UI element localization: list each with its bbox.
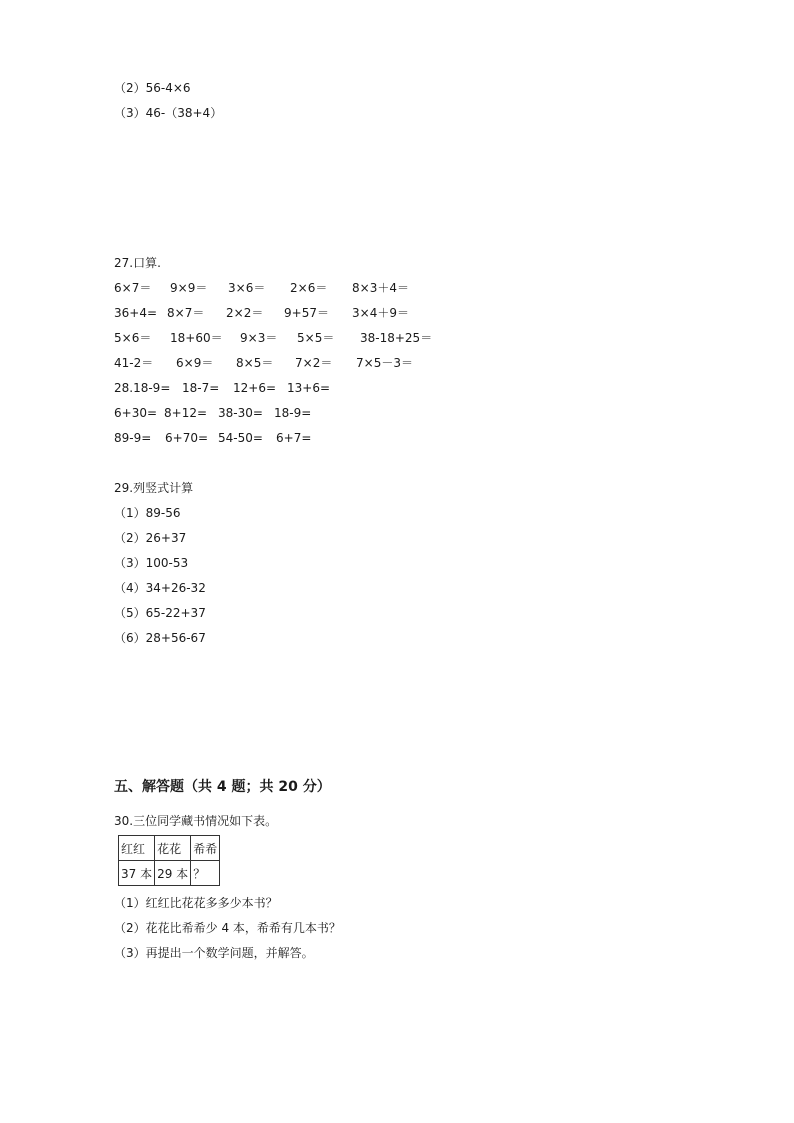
table-cell: 37 本 bbox=[119, 861, 155, 886]
q27-title: 27.口算. bbox=[114, 256, 161, 270]
q27-cell: 54-50= bbox=[218, 431, 263, 445]
q27-cell: 18-9= bbox=[274, 406, 312, 420]
q27-cell: 38-18+25＝ bbox=[360, 331, 433, 345]
q30-item: （3）再提出一个数学问题，并解答。 bbox=[114, 946, 314, 960]
q27-cell: 9×3＝ bbox=[240, 331, 278, 345]
q27-cell: 41-2＝ bbox=[114, 356, 154, 370]
q27-cell: 38-30= bbox=[218, 406, 263, 420]
q29-item: （1）89-56 bbox=[114, 506, 181, 520]
q30-item: （1）红红比花花多多少本书？ bbox=[114, 896, 278, 910]
q26-item-2: （2）56-4×6 bbox=[114, 81, 191, 95]
q29-item: （4）34+26-32 bbox=[114, 581, 206, 595]
q29-item: （2）26+37 bbox=[114, 531, 187, 545]
q27-cell: 8+12= bbox=[164, 406, 208, 420]
q27-cell: 6×9＝ bbox=[176, 356, 214, 370]
table-row bbox=[119, 861, 220, 886]
q27-cell: 13+6= bbox=[287, 381, 331, 395]
q27-cell: 18-7= bbox=[182, 381, 220, 395]
q27-cell: 8×5＝ bbox=[236, 356, 274, 370]
table-cell: 29 本 bbox=[155, 861, 191, 886]
q29-item: （3）100-53 bbox=[114, 556, 189, 570]
q27-cell: 12+6= bbox=[233, 381, 277, 395]
table-header-cell: 希希 bbox=[191, 836, 220, 861]
q27-cell: 7×2＝ bbox=[295, 356, 333, 370]
q29-title: 29.列竖式计算 bbox=[114, 481, 194, 495]
q30-item: （2）花花比希希少 4 本，希希有几本书？ bbox=[114, 921, 341, 935]
table-cell: ？ bbox=[191, 861, 220, 886]
q27-cell: 6+30= bbox=[114, 406, 158, 420]
q27-cell: 36+4= bbox=[114, 306, 158, 320]
q30-title: 30.三位同学藏书情况如下表。 bbox=[114, 814, 278, 828]
q27-cell: 18+60＝ bbox=[170, 331, 223, 345]
q27-cell: 28.18-9= bbox=[114, 381, 171, 395]
book-table bbox=[118, 835, 220, 886]
table-header-cell: 红红 bbox=[119, 836, 155, 861]
q26-item-3: （3）46-（38+4） bbox=[114, 106, 223, 120]
q27-cell: 89-9= bbox=[114, 431, 152, 445]
q27-cell: 2×6＝ bbox=[290, 281, 328, 295]
q27-cell: 2×2＝ bbox=[226, 306, 264, 320]
q27-cell: 6+70= bbox=[165, 431, 209, 445]
section-title: 五、解答题（共 4 题；共 20 分） bbox=[114, 779, 331, 795]
q27-cell: 6×7＝ bbox=[114, 281, 152, 295]
q27-cell: 5×5＝ bbox=[297, 331, 335, 345]
q27-cell: 3×4＋9＝ bbox=[352, 306, 409, 320]
q27-cell: 8×7＝ bbox=[167, 306, 205, 320]
q27-cell: 5×6＝ bbox=[114, 331, 152, 345]
q29-item: （6）28+56-67 bbox=[114, 631, 206, 645]
q27-cell: 8×3＋4＝ bbox=[352, 281, 409, 295]
table-header-cell: 花花 bbox=[155, 836, 191, 861]
q29-item: （5）65-22+37 bbox=[114, 606, 206, 620]
q27-cell: 6+7= bbox=[276, 431, 312, 445]
q27-cell: 3×6＝ bbox=[228, 281, 266, 295]
q27-cell: 7×5－3＝ bbox=[356, 356, 413, 370]
q27-cell: 9+57＝ bbox=[284, 306, 329, 320]
q27-cell: 9×9＝ bbox=[170, 281, 208, 295]
table-row bbox=[119, 836, 220, 861]
